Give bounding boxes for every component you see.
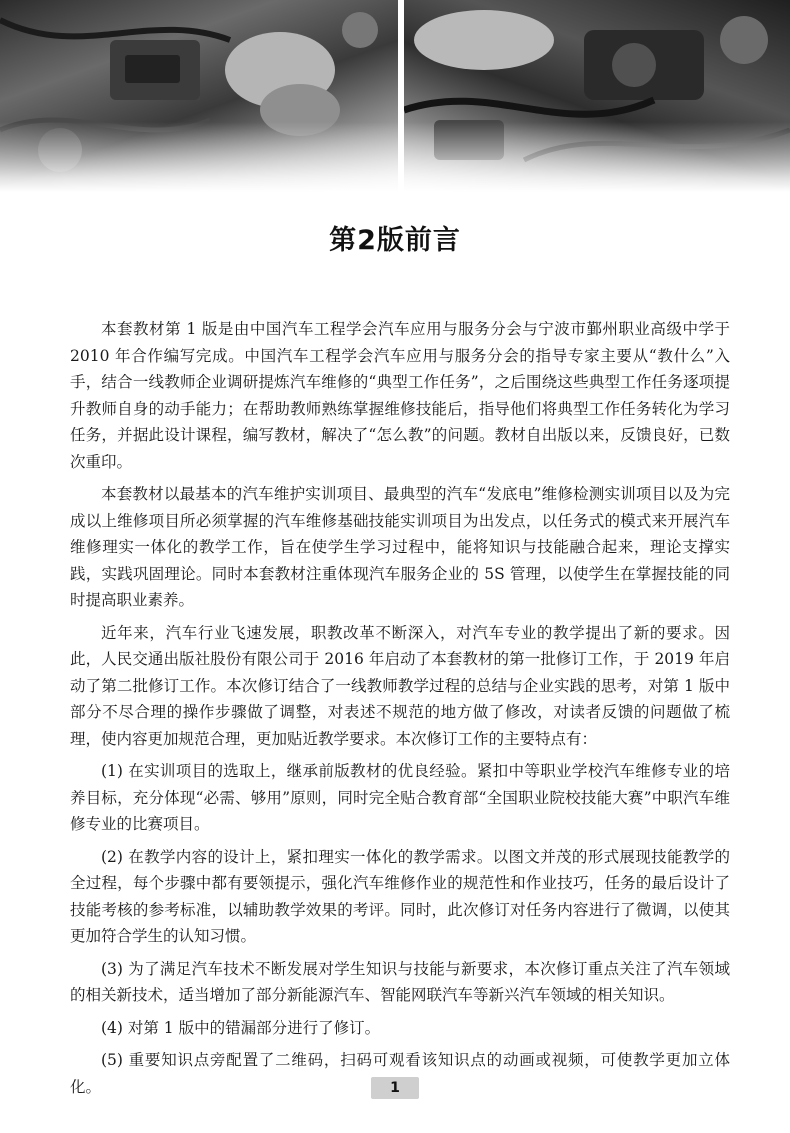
paragraph: (1) 在实训项目的选取上，继承前版教材的优良经验。紧扣中等职业学校汽车维修专业的培养目标，充分体现“必需、够用”原则，同时完全贴合教育部“全国职业院校技能大赛”中职汽车维修专业的比赛项目。 [70, 762, 730, 833]
header-banner [0, 0, 790, 192]
paragraph: (3) 为了满足汽车技术不断发展对学生知识与技能与新要求，本次修订重点关注了汽车领域的相关新技术，适当增加了部分新能源汽车、智能网联汽车等新兴汽车领域的相关知识。 [70, 959, 730, 1004]
page-number: 1 [390, 1080, 400, 1096]
page-number-badge [371, 1077, 419, 1099]
paragraph: 本套教材以最基本的汽车维护实训项目、最典型的汽车“发底电”维修检测实训项目以及为完成以上维修项目所必须掌握的汽车维修基础技能实训项目为出发点，以任务式的模式来开展汽车维修理实一体化的教学工作，旨在使学生学习过程中，能将知识与技能融合起来，理论支撑实践，实践巩固理论。同时本套教材注重体现汽车服务企业的 5S 管理，以使学生在掌握技能的同时提高职业素养。 [70, 485, 730, 609]
page-title: 第2版前言 [329, 225, 461, 256]
paragraph: (2) 在教学内容的设计上，紧扣理实一体化的教学需求。以图文并茂的形式展现技能教学的全过程，每个步骤中都有要领提示，强化汽车维修作业的规范性和作业技巧，任务的最后设计了技能考核的参考标准，以辅助教学效果的考评。同时，此次修订对任务内容进行了微调，以使其更加符合学生的认知习惯。 [70, 847, 730, 945]
paragraph: 近年来，汽车行业飞速发展，职教改革不断深入，对汽车专业的教学提出了新的要求。因此，人民交通出版社股份有限公司于 2016 年启动了本套教材的第一批修订工作，于 2019 年启动了第二批修订工作。本次修订结合了一线教师教学过程的总结与企业实践的思考，对第 1 版中部分不尽合理的操作步骤做了调整，对表述不规范的地方做了修改，对读者反馈的问题做了梳理，使内容更加规范合理，更加贴近教学要求。本次修订工作的主要特点有： [70, 623, 730, 748]
paragraph: 本套教材第 1 版是由中国汽车工程学会汽车应用与服务分会与宁波市鄞州职业高级中学于 2010 年合作编写完成。中国汽车工程学会汽车应用与服务分会的指导专家主要从“教什么”入手，结合一线教师企业调研提炼汽车维修的“典型工作任务”，之后围绕这些典型工作任务逐项提升教师自身的动手能力；在帮助教师熟练掌握维修技能后，指导他们将典型工作任务转化为学习任务，并据此设计课程，编写教材，解决了“怎么教”的问题。教材自出版以来，反馈良好，已数次重印。 [70, 320, 730, 471]
engine-bay-photo-icon [404, 0, 790, 192]
paragraph: (5) 重要知识点旁配置了二维码，扫码可观看该知识点的动画或视频，可使教学更加立体化。 [70, 1051, 730, 1096]
preface-body [70, 316, 730, 1106]
engine-repair-photo-icon [0, 0, 398, 192]
paragraph: (4) 对第 1 版中的错漏部分进行了修订。 [101, 1018, 381, 1037]
